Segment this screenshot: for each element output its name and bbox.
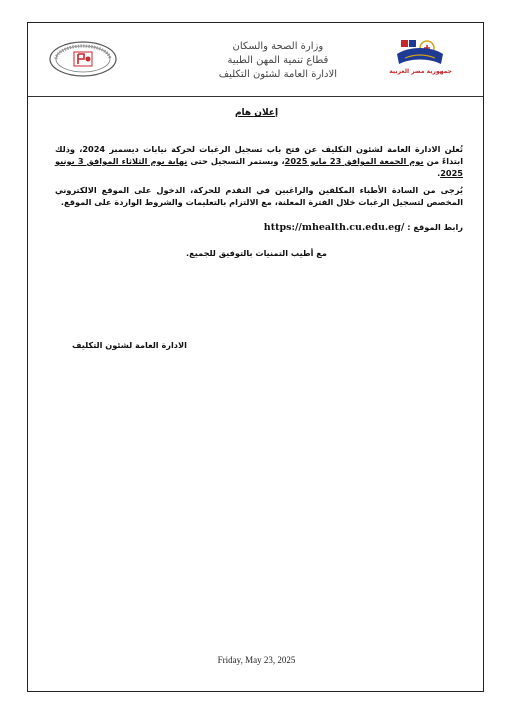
ministry-name: وزارة الصحة والسكان: [232, 41, 324, 52]
start-date: يوم الجمعة الموافق 23 مايو 2025: [284, 156, 424, 166]
website-link-label: رابط الموقع :: [407, 222, 463, 232]
egypt-health-logo: [387, 36, 453, 86]
announcement-paragraph-2: يُرجى من السادة الأطباء المكلفين والراغبين في التقدم للحركة، الدخول على الموقع الالكتروني المخصص لتسجيل الرغبات خلال الفترة المعلنة، مع الالتزام بالتعليمات والشروط الواردة على الموقع.: [55, 185, 463, 207]
end-date: نهاية يوم الثلاثاء الموافق 3 يونيو 2025: [55, 156, 463, 178]
sector-name: قطاع تنمية المهن الطبية: [227, 55, 329, 66]
signature: الادارة العامة لشئون التكليف: [72, 340, 187, 350]
closing-wishes: مع أطيب التمنيات بالتوفيق للجميع.: [186, 248, 327, 258]
letterhead: [219, 40, 337, 82]
department-name: الادارة العامة لشئون التكليف: [218, 69, 337, 80]
announcement-paragraph-1: تُعلن الادارة العامة لشئون التكليف عن فتح باب تسجيل الرغبات لحركة نيابات ديسمبر 2024، وذلك ابتداءً من يوم الجمعة الموافق 23 مايو 2025، ويستمر التسجيل حتى نهاية يوم الثلاثاء الموافق 3 يونيو 2025.: [55, 144, 464, 178]
right-logo-caption: جمهورية مصر العربية: [389, 68, 452, 75]
footer-date: Friday, May 23, 2025: [217, 655, 296, 665]
header-divider: [28, 96, 483, 97]
announcement-title: إعلان هام: [234, 108, 279, 118]
page-frame: [27, 22, 484, 692]
ministry-seal-logo: [48, 40, 118, 78]
website-link-line: [264, 222, 463, 233]
year: 2024: [82, 144, 106, 154]
website-link[interactable]: https://mhealth.cu.edu.eg/: [263, 222, 405, 233]
